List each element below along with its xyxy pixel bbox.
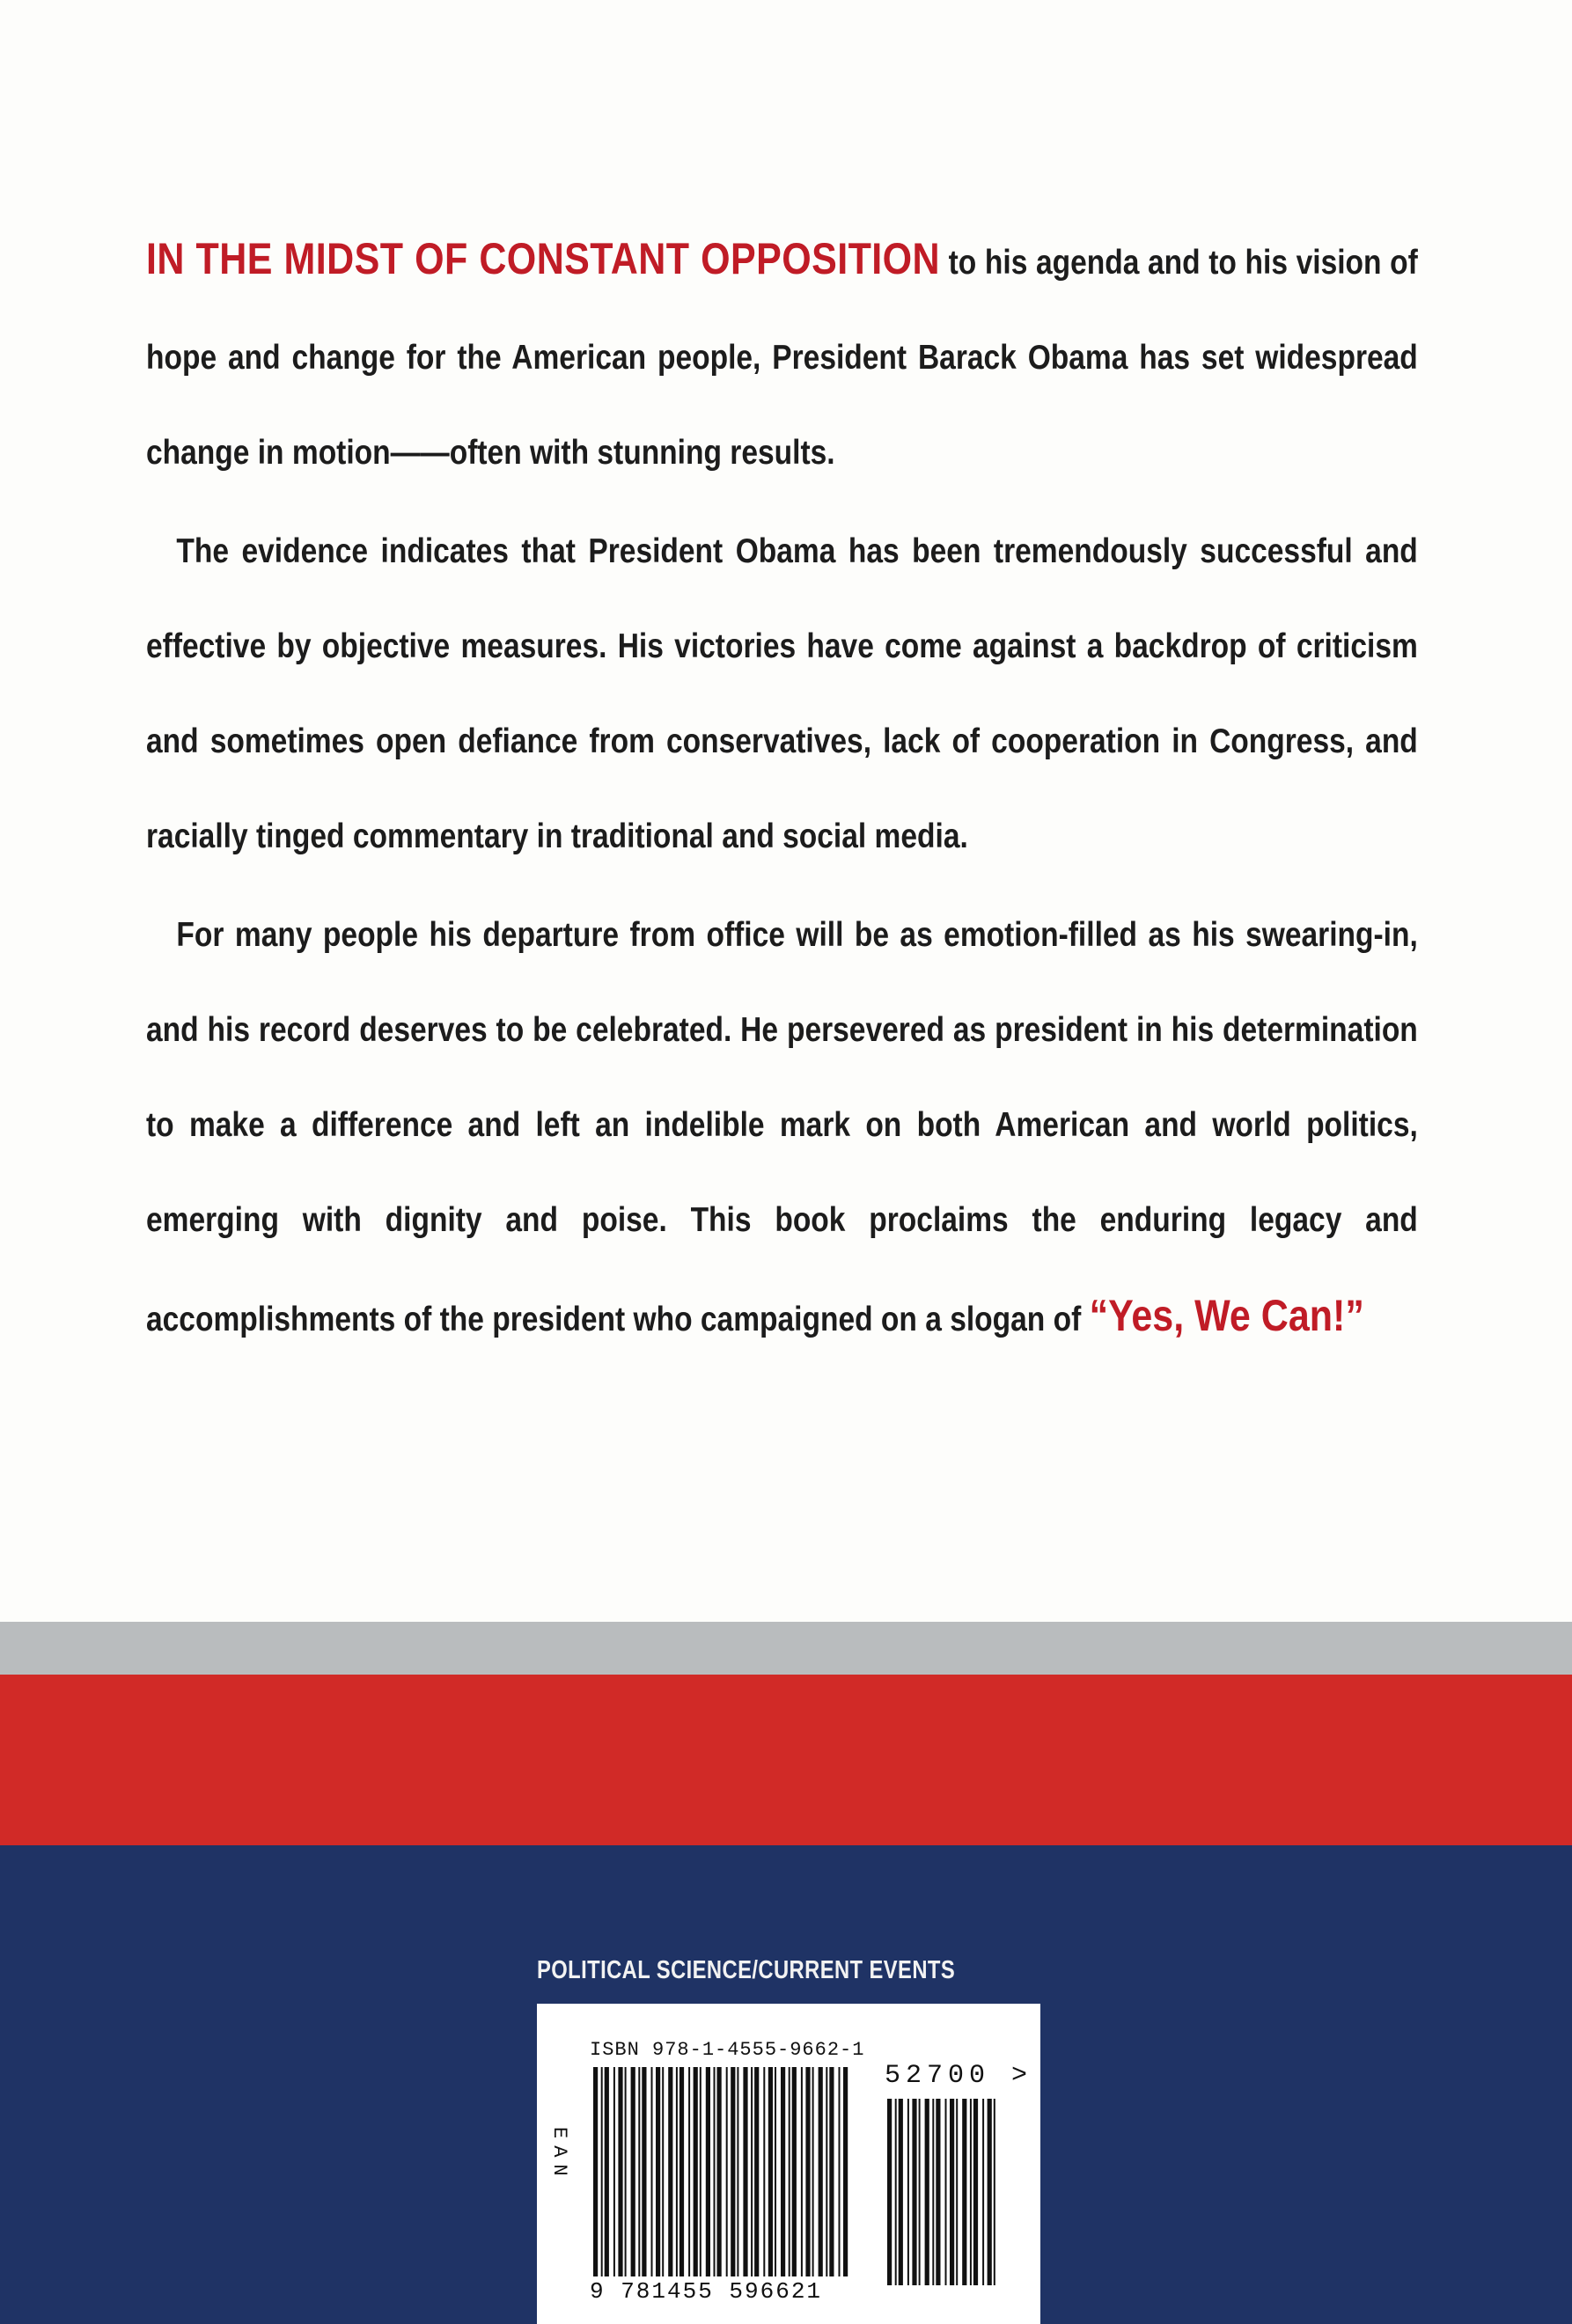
price-code: 52700 > [885,2061,1033,2091]
barcode-bar [618,2067,622,2276]
barcode-bar [656,2067,660,2276]
barcode-box [537,2004,1040,2324]
barcode-bar [676,2067,678,2276]
barcode-bar [805,2067,810,2276]
barcode-bar [956,2099,958,2285]
ean-label: EAN [548,2127,570,2183]
barcode-bar [737,2067,738,2276]
barcode-bar [895,2099,897,2285]
blurb-paragraph-3-text: For many people his departure from office will be as emotion-filled as his swearing-in, and his record deserves to be celebrated. He persevered as president in his determination to make a difference and left an indelible mark on both American and world politics, emerging with dignity and poise. This book proclaims the enduring legacy and accomplishments of the president who campaigned on a slogan of [146,916,1418,1338]
red-stripe [0,1675,1572,1845]
barcode-bar [819,2067,823,2276]
barcode-bar [826,2067,827,2276]
blurb-paragraph-3 [146,888,1418,1367]
barcode-bar [912,2099,916,2285]
barcode-bar [717,2067,722,2276]
barcode-bar [731,2067,735,2276]
barcode-bar [988,2099,992,2285]
barcode-bar [919,2099,921,2285]
barcode-bar [839,2067,841,2276]
slogan: “Yes, We Can!” [1089,1291,1364,1340]
barcode-bar [812,2067,814,2276]
isbn-number: ISBN 978-1-4555-9662-1 [590,2039,865,2061]
blurb-text [146,211,1418,1371]
barcode-bar [688,2067,690,2276]
price-addon-barcode [887,2099,995,2285]
barcode-bar [768,2067,773,2276]
barcode-bar [743,2067,747,2276]
barcode-bar [613,2067,615,2276]
barcode-bar [945,2099,947,2285]
barcode-bar [899,2099,903,2285]
blurb-paragraph-1 [146,211,1418,501]
barcode-bar [605,2067,609,2276]
barcode-bar [751,2067,753,2276]
barcode-bar [625,2067,627,2276]
barcode-bar [994,2099,995,2285]
barcode-bar [726,2067,728,2276]
barcode-bar [789,2067,790,2276]
barcode-bar [631,2067,635,2276]
barcode-bar [907,2099,909,2285]
barcode-bar [950,2099,954,2285]
barcode-bar [662,2067,664,2276]
barcode-bar [887,2099,892,2285]
gray-stripe [0,1622,1572,1675]
barcode-bar [706,2067,710,2276]
barcode-bar [638,2067,640,2276]
barcode-bar [775,2067,776,2276]
category-label: POLITICAL SCIENCE/CURRENT EVENTS [537,1956,956,1984]
blurb-paragraph-2: The evidence indicates that President Obama has been tremendously successful and effective by objective measures. His victories have come against a backdrop of criticism and sometimes open defiance from conservatives, lack of cooperation in Congress, and racially tinged commentary in traditional and social media. [146,532,1418,855]
barcode-digits: 9 781455 596621 [590,2278,823,2305]
barcode-bar [754,2067,759,2276]
barcode-bar [925,2099,929,2285]
barcode-bar [679,2067,684,2276]
barcode-bar [982,2099,984,2285]
barcode-bar [936,2099,940,2285]
barcode-bar [593,2067,598,2276]
blurb-paragraph-1-text: to his agenda and to his vision of hope and change for the American people, President Barack Obama has set widespread change in motion——often with stunning results. [146,244,1418,472]
barcode-bar [694,2067,698,2276]
barcode-bar [668,2067,672,2276]
barcode-bar [651,2067,653,2276]
barcode-bar [792,2067,797,2276]
barcode-bar [970,2099,972,2285]
barcode-bar [714,2067,716,2276]
barcode-bar [781,2067,785,2276]
ean-barcode [593,2067,848,2276]
barcode-bar [763,2067,765,2276]
barcode-bars [537,2004,1040,2324]
barcode-bar [932,2099,934,2285]
barcode-bar [700,2067,702,2276]
barcode-bar [973,2099,978,2285]
barcode-bar [601,2067,603,2276]
barcode-bar [642,2067,646,2276]
barcode-bar [962,2099,966,2285]
barcode-bar [829,2067,834,2276]
barcode-bar [843,2067,848,2276]
blurb-lead-phrase: IN THE MIDST OF CONSTANT OPPOSITION [146,234,941,283]
barcode-bar [801,2067,803,2276]
